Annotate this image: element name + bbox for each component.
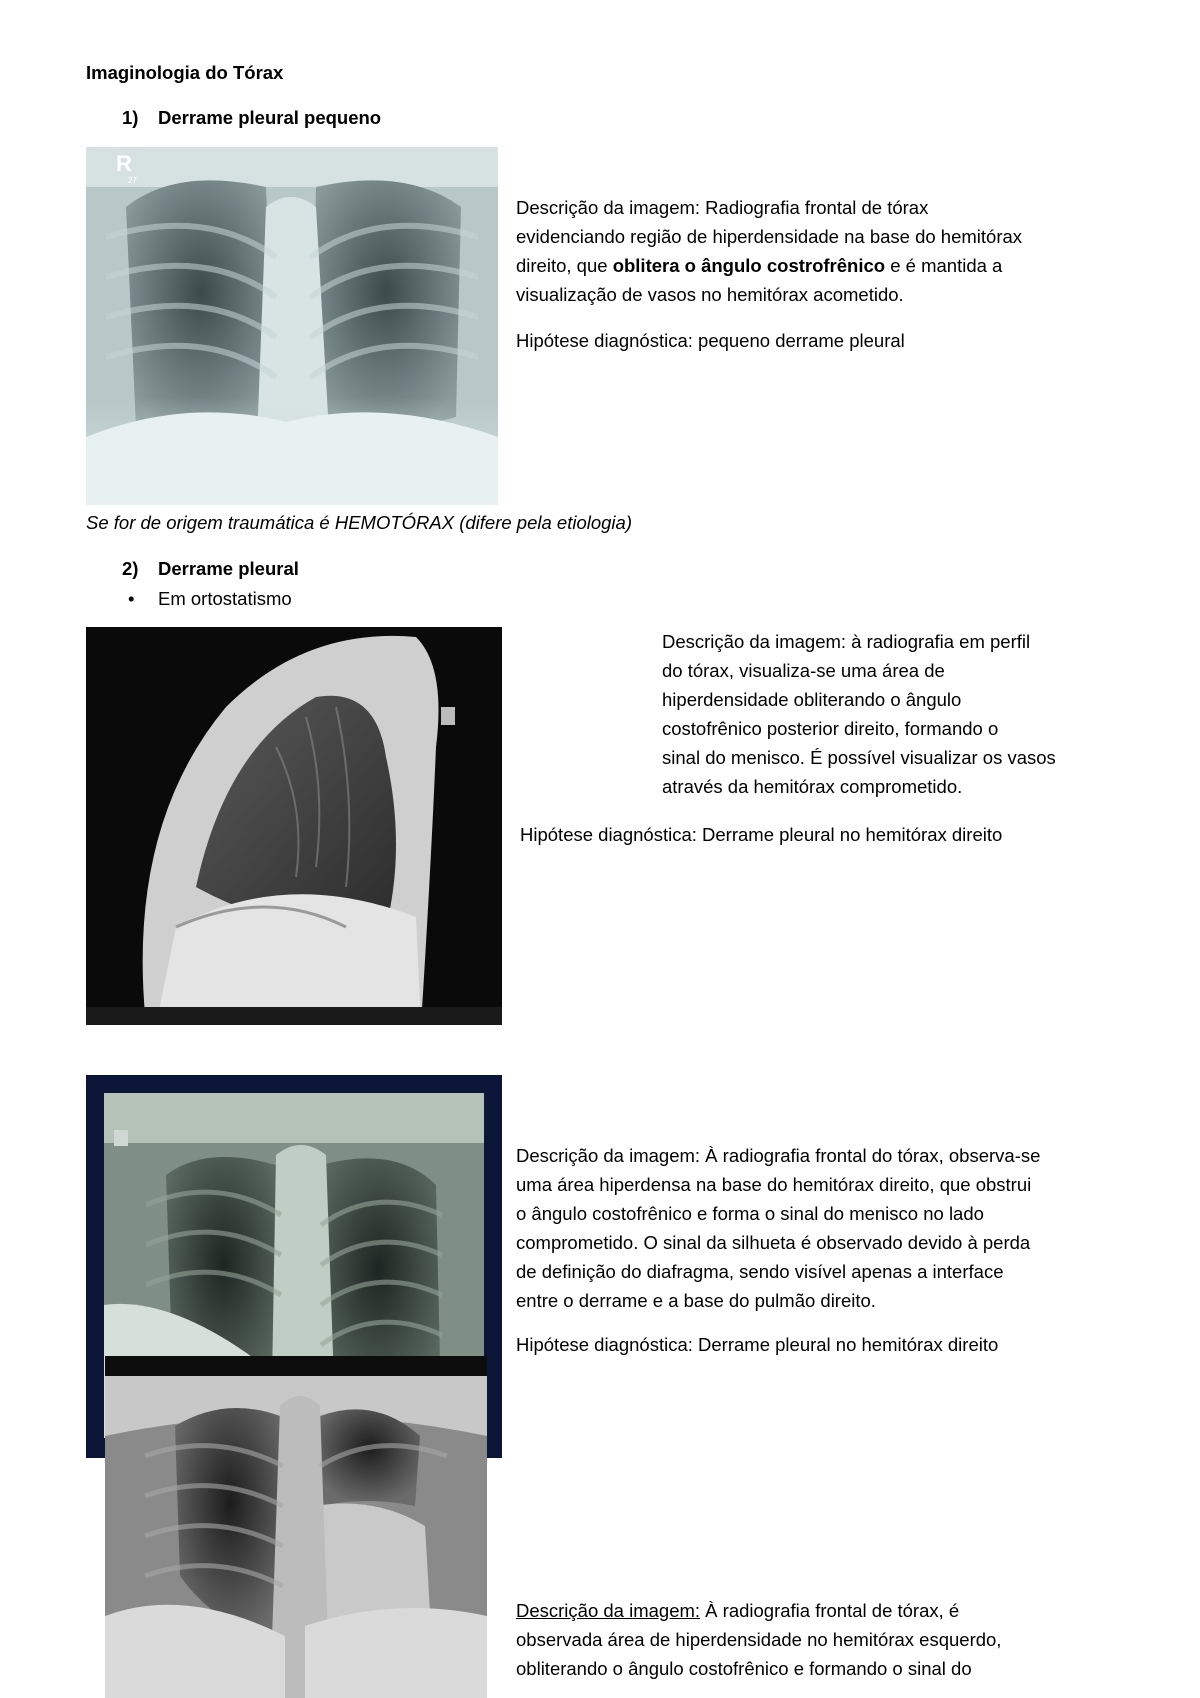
bullet-text: Em ortostatismo: [158, 588, 292, 609]
xray-frontal-left-effusion: [105, 1356, 487, 1698]
description-line: através da hemitórax comprometido.: [662, 776, 963, 797]
description-line: do tórax, visualiza-se uma área de: [662, 660, 945, 681]
section-1-description: [516, 193, 1156, 309]
description-line: de definição do diafragma, sendo visível apenas a interface: [516, 1261, 1004, 1282]
description-line: [516, 251, 1156, 280]
section-2-title: Derrame pleural: [158, 558, 299, 579]
frontal-hypothesis: Hipótese diagnóstica: Derrame pleural no hemitórax direito: [516, 1334, 999, 1355]
xray-marker-r: R: [116, 151, 132, 176]
description-line: visualização de vasos no hemitórax acometido.: [516, 284, 904, 305]
bullet-icon: •: [128, 588, 135, 609]
description-line: sinal do menisco. É possível visualizar os vasos: [662, 747, 1056, 768]
section-1-number: 1): [122, 107, 139, 128]
description-line: [516, 1596, 1176, 1625]
description-line: evidenciando região de hiperdensidade na base do hemitórax: [516, 226, 1023, 247]
description-emphasis: oblitera o ângulo costrofrênico: [612, 255, 886, 276]
description-line: costofrênico posterior direito, formando o: [662, 718, 999, 739]
description-line: obliterando o ângulo costofrênico e formando o sinal do: [516, 1658, 972, 1679]
section-1-title: Derrame pleural pequeno: [158, 107, 382, 128]
document-title: Imaginologia do Tórax: [86, 62, 284, 83]
description-line: entre o derrame e a base do pulmão direito.: [516, 1290, 876, 1311]
description-fragment: e é mantida a: [885, 255, 1003, 276]
xray-marker-number: 27: [128, 176, 137, 185]
lateral-hypothesis: Hipótese diagnóstica: Derrame pleural no hemitórax direito: [520, 824, 1003, 845]
frontal-description: [516, 1141, 1176, 1315]
description-line: hiperdensidade obliterando o ângulo: [662, 689, 962, 710]
description-line: Descrição da imagem: Radiografia frontal de tórax: [516, 197, 929, 218]
description-line: uma área hiperdensa na base do hemitórax direito, que obstrui: [516, 1174, 1032, 1195]
description-line: comprometido. O sinal da silhueta é observado devido à perda: [516, 1232, 1031, 1253]
description-line: Descrição da imagem: à radiografia em perfil: [662, 631, 1031, 652]
description-label: Descrição da imagem:: [516, 1600, 701, 1621]
etiology-note: Se for de origem traumática é HEMOTÓRAX (difere pela etiologia): [86, 512, 632, 533]
description-fragment: À radiografia frontal de tórax, é: [700, 1600, 960, 1621]
section-2-number: 2): [122, 558, 139, 579]
description-line: observada área de hiperdensidade no hemitórax esquerdo,: [516, 1629, 1002, 1650]
xray-frontal-small-effusion: [86, 147, 498, 505]
left-effusion-description: [516, 1596, 1176, 1683]
description-line: Descrição da imagem: À radiografia frontal do tórax, observa-se: [516, 1145, 1041, 1166]
xray-lateral: [86, 627, 502, 1025]
section-1-hypothesis: Hipótese diagnóstica: pequeno derrame pleural: [516, 330, 905, 351]
lateral-description: [662, 627, 1162, 801]
description-line: o ângulo costofrênico e forma o sinal do menisco no lado: [516, 1203, 984, 1224]
description-fragment: direito, que: [516, 255, 613, 276]
